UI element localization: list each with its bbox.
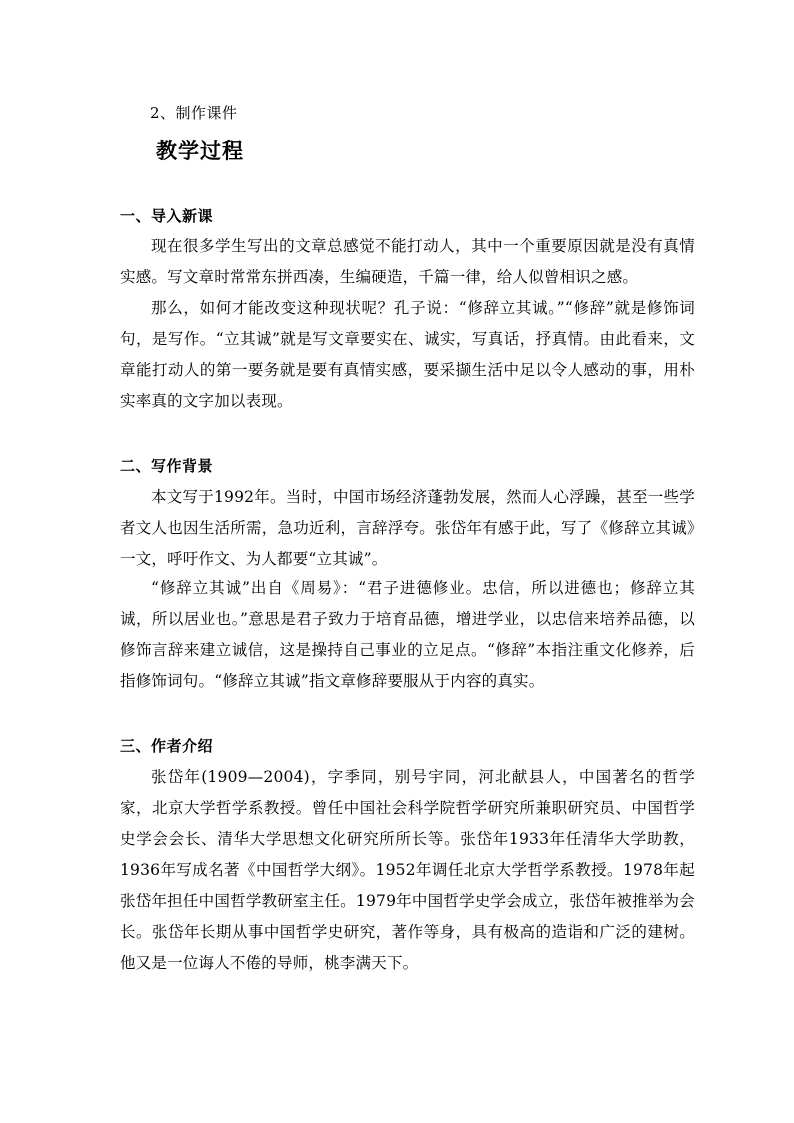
prep-item: 2、制作课件 — [150, 104, 238, 122]
paragraph: 那么，如何才能改变这种现状呢？孔子说：“修辞立其诚。”“修辞”就是修饰词句，是写作。“立其诚”就是写文章要实在、诚实，写真话，抒真情。由此看来，文章能打动人的第一要务就是要有真情实感，要采撷生活中足以令人感动的事，用朴实率真的文字加以表现。 — [120, 299, 695, 410]
section-heading-author: 三、作者介绍 — [120, 737, 214, 755]
paragraph: 本文写于1992年。当时，中国市场经济蓬勃发展，然而人心浮躁，甚至一些学者文人也因生活所需，急功近利，言辞浮夸。张岱年有感于此，写了《修辞立其诚》一文，呼吁作文、为人都要“立其诚”。 — [120, 488, 695, 568]
paragraph: “修辞立其诚”出自《周易》：“君子进德修业。忠信，所以进德也；修辞立其诚，所以居业也。”意思是君子致力于培育品德，增进学业，以忠信来培养品德，以修饰言辞来建立诚信，这是操持自己事业的立足点。“修辞”本指注重文化修养，后指修饰词句。“修辞立其诚”指文章修辞要服从于内容的真实。 — [120, 579, 695, 690]
page-title: 教学过程 — [156, 139, 244, 163]
paragraph: 现在很多学生写出的文章总感觉不能打动人，其中一个重要原因就是没有真情实感。写文章时常常东拼西凑，生编硬造，千篇一律，给人似曾相识之感。 — [120, 237, 695, 286]
section-heading-intro: 一、导入新课 — [120, 207, 214, 225]
section-heading-background: 二、写作背景 — [120, 457, 214, 475]
paragraph: 张岱年(1909—2004)，字季同，别号宇同，河北献县人，中国著名的哲学家，北京大学哲学系教授。曾任中国社会科学院哲学研究所兼职研究员、中国哲学史学会会长、清华大学思想文化研究所所长等。张岱年1933年任清华大学助教，1936年写成名著《中国哲学大纲》。1952年调任北京大学哲学系教授。1978年起张岱年担任中国哲学教研室主任。1979年中国哲学史学会成立，张岱年被推举为会长。张岱年长期从事中国哲学史研究，著作等身，具有极高的造诣和广泛的建树。他又是一位诲人不倦的导师，桃李满天下。 — [120, 768, 695, 972]
